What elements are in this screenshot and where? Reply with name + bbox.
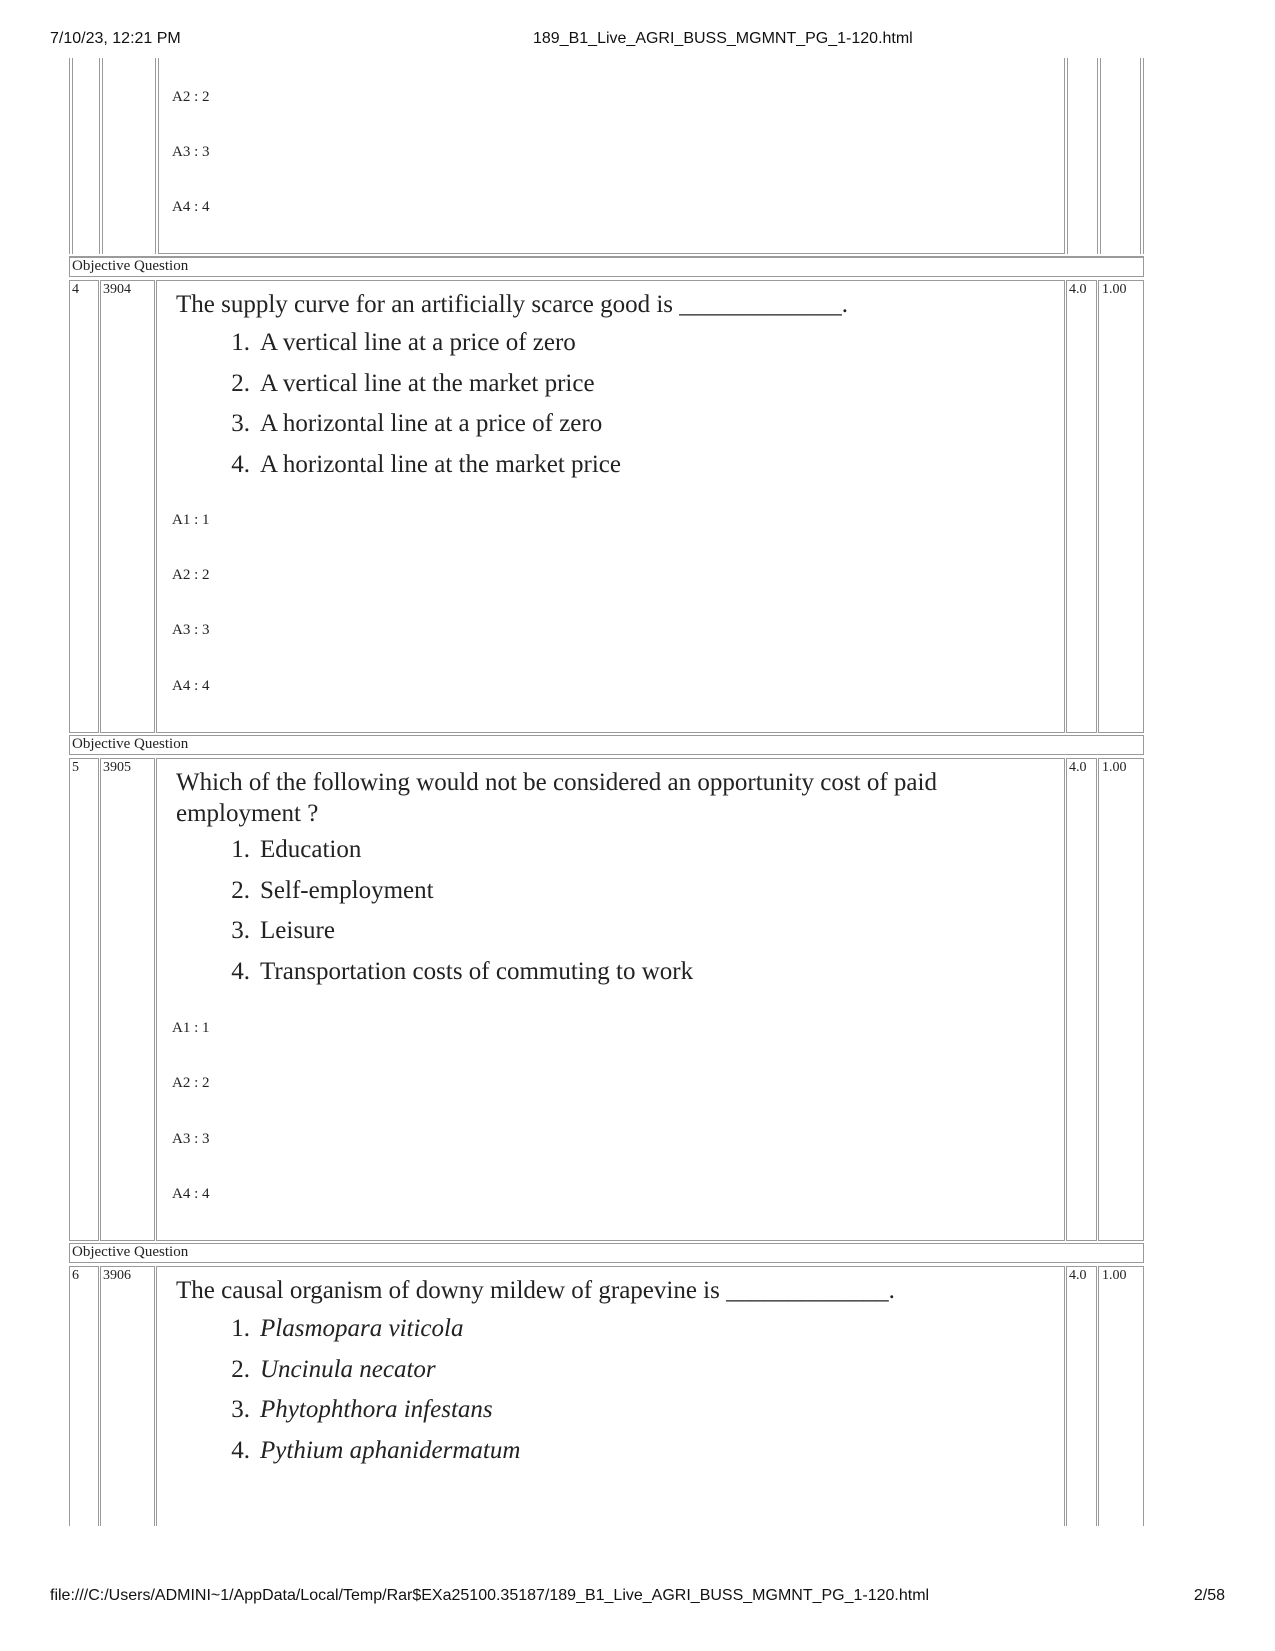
question-marks: 4.0	[1069, 1268, 1087, 1283]
print-datetime: 7/10/23, 12:21 PM	[50, 30, 181, 47]
question-id: 3906	[103, 1268, 131, 1283]
section-label: Objective Question	[72, 736, 189, 752]
options-list	[210, 323, 621, 485]
question-marks: 4.0	[1069, 760, 1087, 775]
question-text: The supply curve for an artificially scarce good is _____________.	[176, 291, 849, 318]
option: 2. Uncinula necator	[231, 1355, 436, 1383]
answer-key: A1 : 1	[172, 1020, 210, 1036]
option: 4. A horizontal line at the market price	[231, 450, 621, 478]
option: 4. Transportation costs of commuting to work	[231, 957, 694, 985]
answer-key: A1 : 1	[172, 512, 210, 528]
question-negative-marks: 1.00	[1102, 1268, 1127, 1283]
options-list	[210, 1309, 520, 1471]
answer-key: A4 : 4	[172, 1186, 210, 1202]
question-negative-marks: 1.00	[1102, 760, 1127, 775]
answer-key: A2 : 2	[172, 89, 210, 105]
answer-key: A3 : 3	[172, 622, 210, 638]
option: 1. Plasmopara viticola	[231, 1315, 464, 1342]
option: 3. Phytophthora infestans	[231, 1396, 493, 1423]
options-list	[210, 830, 693, 992]
option: 2. Self-employment	[231, 876, 434, 904]
answer-key: A4 : 4	[172, 199, 210, 215]
answer-key: A2 : 2	[172, 1075, 210, 1091]
question-text: The causal organism of downy mildew of grapevine is _____________.	[176, 1277, 895, 1304]
option: 3. A horizontal line at a price of zero	[231, 410, 603, 437]
answer-key: A3 : 3	[172, 1131, 210, 1147]
print-page-number: 2/58	[1193, 1587, 1225, 1604]
print-file-title: 189_B1_Live_AGRI_BUSS_MGMNT_PG_1-120.html	[533, 30, 913, 47]
question-serial: 4	[72, 282, 79, 297]
option: 3. Leisure	[231, 917, 335, 944]
question-id: 3904	[103, 282, 131, 297]
section-label: Objective Question	[72, 258, 189, 274]
question-negative-marks: 1.00	[1102, 282, 1127, 297]
option: 2. A vertical line at the market price	[231, 369, 595, 397]
question-marks: 4.0	[1069, 282, 1087, 297]
section-label: Objective Question	[72, 1244, 189, 1260]
answer-key: A3 : 3	[172, 144, 210, 160]
question-serial: 5	[72, 760, 79, 775]
option: 1. Education	[231, 836, 362, 863]
print-file-path: file:///C:/Users/ADMINI~1/AppData/Local/Temp/Rar$EXa25100.35187/189_B1_Live_AGRI_BUSS_MGMNT_PG_1-120.html	[50, 1587, 930, 1604]
answer-key: A2 : 2	[172, 567, 210, 583]
question-id: 3905	[103, 760, 131, 775]
question-text: Which of the following would not be considered an opportunity cost of paid employment ?	[176, 769, 937, 827]
option: 1. A vertical line at a price of zero	[231, 329, 576, 356]
answer-key: A4 : 4	[172, 678, 210, 694]
question-serial: 6	[72, 1268, 79, 1283]
option: 4. Pythium aphanidermatum	[231, 1436, 521, 1464]
